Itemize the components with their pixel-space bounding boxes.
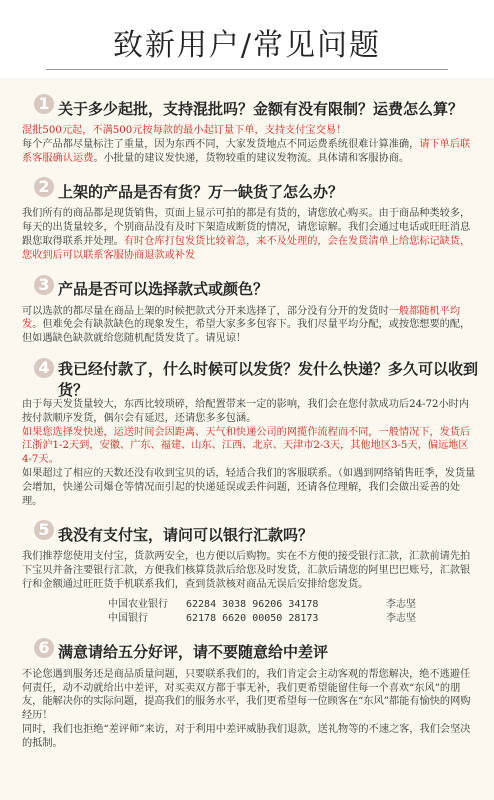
answer-4 (0, 398, 494, 508)
answer-highlight: 如果您选择发快递，运送时间会因距离、天气和快递公司的网揽作流程而不同，一般情况下，发货后江浙沪1-2天到，安徽、广东、福建、山东、江西、北京、天津市2-3天，其他地区3-5天，偏远地区4-7天。 (22, 426, 471, 466)
bank-account: 62178 6620 00050 28173 (186, 612, 319, 624)
question-text: 满意请给五分好评，请不要随意给中差评 (58, 643, 329, 662)
page-title: 致新用户/常见问题 (112, 28, 382, 63)
answer-5 (0, 550, 494, 591)
number-badge: 4 (34, 358, 54, 378)
number-badge: 3 (34, 275, 54, 295)
question-text: 我已经付款了，什么时候可以发货？发什么快递？多久可以收到货？ (58, 359, 479, 399)
answer-text: 。小批量的建议发快递，货物较重的建议发物流。具体请和客服协商。 (93, 152, 410, 164)
title-underline (46, 69, 448, 70)
account-holder: 李志坚 (386, 612, 416, 624)
question-1 (0, 92, 494, 124)
number-badge: 6 (34, 638, 54, 658)
answer-highlight: 混批500元起，不满500元按每款的最小起订量下单，支持支付宝交易！ (22, 125, 347, 136)
answer-6 (0, 668, 494, 751)
question-4 (0, 356, 494, 398)
answer-text: 由于每天发货量较大，东西比较琐碎，给配置带来一定的影响，我们会在您付款成功后24-72小时内按付款顺序发货，偶尔会有延迟，还请您多多包涵。 (22, 398, 470, 424)
number-badge: 1 (34, 94, 54, 114)
answer-highlight: 请下单后联系客服确认运费 (22, 138, 471, 164)
answer-text: 每个产品都尽量标注了重量，因为东西不同，大家发货地点不同运费系统很难计算准确， (22, 138, 420, 150)
answer-3 (0, 305, 494, 346)
question-3 (0, 273, 494, 305)
question-6 (0, 636, 494, 668)
answer-text: 同时，我们也拒绝“差评师”来访，对于利用中差评威胁我们退款，送礼物等的不速之客，我们会坚决的抵制。 (22, 723, 471, 749)
bank-account: 62284 3038 96206 34178 (186, 598, 319, 610)
number-badge: 2 (34, 177, 54, 197)
answer-text: 。但难免会有缺款缺色的现象发生，希望大家多多包容下。我们尽量平均分配，或按您想要的配，但如遇缺色缺款就给您随机配货发货了。请见谅！ (22, 319, 471, 345)
answer-highlight: 一般都随机平均发 (22, 305, 461, 331)
answer-text: 不论您遇到服务还是商品质量问题，只要联系我们的，我们肯定会主动客观的帮您解决，绝不逃避任何责任，动不动就给出中差评，对买卖双方都于事无补，我们更希望能留住每一个喜欢“东风”的朋友，能解决你的实际问题，提高我们的服务水平，我们更希望每一位顾客在“东风”都能有愉快的网购经历！ (22, 668, 471, 722)
answer-text: 可以选款的都尽量在商品上架的时候把款式分开来选择了，部分没有分开的发货时 (22, 305, 389, 317)
question-text: 我没有支付宝，请问可以银行汇款吗？ (58, 525, 314, 544)
answer-1 (0, 124, 494, 165)
question-text: 产品是否可以选择款式或颜色？ (58, 280, 269, 299)
account-holder: 李志坚 (386, 598, 416, 610)
number-badge: 5 (34, 520, 54, 540)
answer-text: 我们推荐您使用支付宝，货款两安全，也方便以后购物。实在不方便的接受银行汇款，汇款前请先拍下宝贝并备注要银行汇款，方便我们核算货款后给您及时发货，汇款后请您的阿里巴巴账号，汇款银行和金额通过旺旺货手机联系我们，查到货款核对商品无误后安排给您发货。 (22, 551, 471, 590)
question-text: 关于多少起批，支持混批吗？金额有没有限制？运费怎么算？ (58, 99, 464, 118)
bank-name: 中国银行 (108, 612, 148, 624)
bank-name: 中国农业银行 (108, 598, 168, 610)
answer-highlight: 有时仓库打包发货比较着急，来不及处理的，会在发货清单上给您标记缺货，您收到后可以联系客服协商退款或补发 (22, 235, 471, 261)
question-text: 上架的产品是否有货？万一缺货了怎么办？ (58, 182, 344, 201)
question-5 (0, 518, 494, 550)
answer-text: 如果超过了相应的天数还没有收到宝贝的话，轻适合我们的客服联系。（如遇到网络销售旺季，发货量会增加，快递公司爆仓等情况而引起的快递延误或丢件问题，还请各位理解，我们会做出妥善的处理。 (22, 467, 476, 507)
answer-text: 我们所有的商品都是现货销售，页面上显示可拍的都是有货的，请您放心购买。由于商品种类较多，每天的出货量较多，个别商品没有及时下架造成断货的情况，请您谅解。我们会通过电话或旺旺消息跟您取得联系并处理。 (22, 208, 471, 247)
header (0, 0, 494, 78)
bank-row (0, 598, 494, 612)
bank-row (0, 612, 494, 626)
question-2 (0, 175, 494, 207)
answer-2 (0, 207, 494, 262)
